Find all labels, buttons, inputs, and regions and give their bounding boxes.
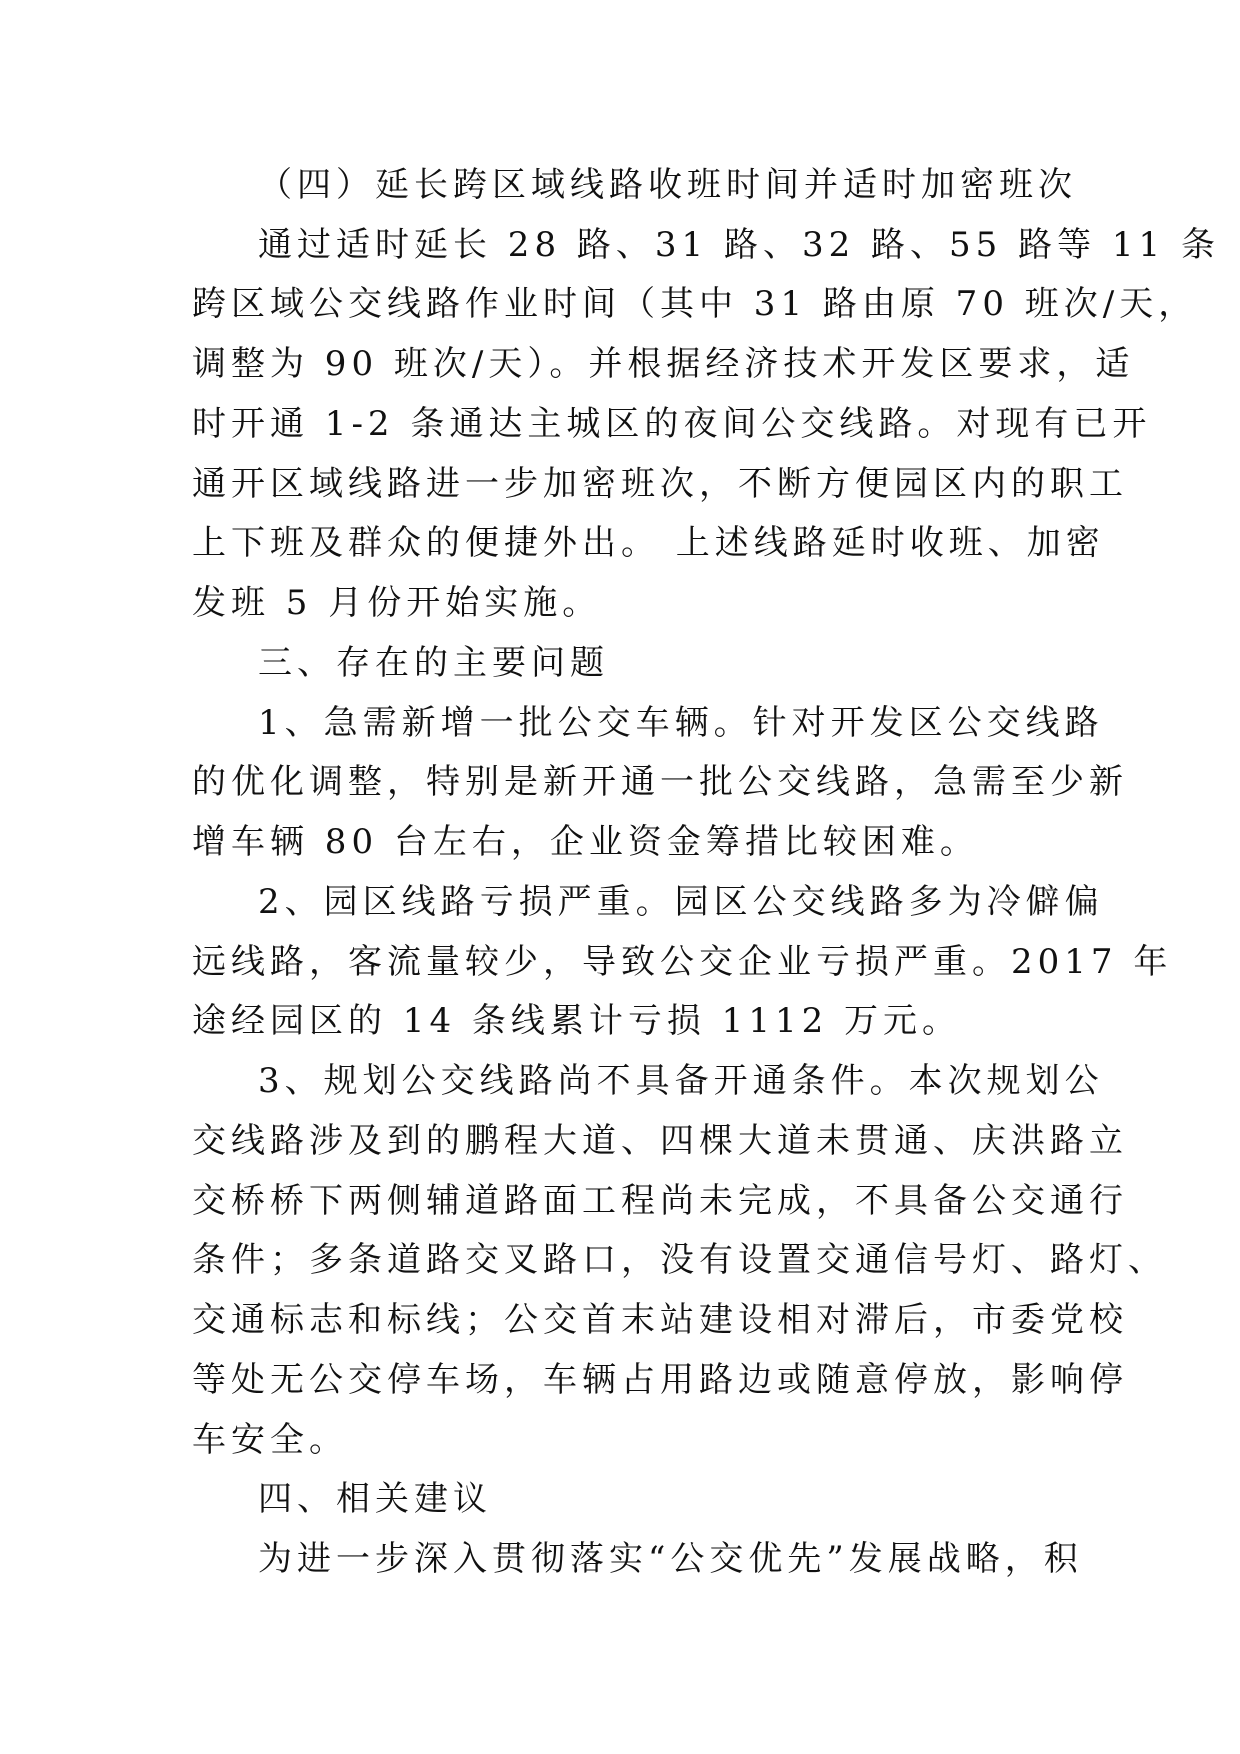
paragraph-line: 调整为 90 班次/天）。并根据经济技术开发区要求，适 [192,344,1135,384]
paragraph-line: 1、急需新增一批公交车辆。针对开发区公交线路 [258,703,1104,743]
section-heading-main-problems: 三、存在的主要问题 [258,643,609,683]
paragraph-line: 条件；多条道路交叉路口，没有设置交通信号灯、路灯、 [192,1240,1167,1280]
paragraph-line: 交线路涉及到的鹏程大道、四棵大道未贯通、庆洪路立 [192,1121,1128,1161]
paragraph-line: 发班 5 月份开始实施。 [192,583,602,623]
paragraph-line: 的优化调整，特别是新开通一批公交线路，急需至少新 [192,762,1128,802]
paragraph-line: 车安全。 [192,1420,348,1460]
paragraph-line: 等处无公交停车场，车辆占用路边或随意停放，影响停 [192,1360,1128,1400]
paragraph-line: 途经园区的 14 条线累计亏损 1112 万元。 [192,1001,962,1041]
paragraph-line: 增车辆 80 台左右，企业资金筹措比较困难。 [192,822,979,862]
paragraph-line: 通过适时延长 28 路、31 路、32 路、55 路等 11 条 [258,225,1220,265]
paragraph-line: 交通标志和标线；公交首末站建设相对滞后，市委党校 [192,1300,1128,1340]
paragraph-line: 时开通 1-2 条通达主城区的夜间公交线路。对现有已开 [192,404,1152,444]
paragraph-line: 上下班及群众的便捷外出。 上述线路延时收班、加密 [192,523,1105,563]
paragraph-line: 3、规划公交线路尚不具备开通条件。本次规划公 [258,1061,1104,1101]
paragraph-line: 交桥桥下两侧辅道路面工程尚未完成，不具备公交通行 [192,1181,1128,1221]
paragraph-line: 远线路，客流量较少，导致公交企业亏损严重。2017 年 [192,942,1173,982]
section-heading-extend-cross-region: （四）延长跨区域线路收班时间并适时加密班次 [258,165,1077,205]
paragraph-line: 2、园区线路亏损严重。园区公交线路多为冷僻偏 [258,882,1104,922]
paragraph-line: 为进一步深入贯彻落实“公交优先”发展战略，积 [258,1539,1083,1579]
paragraph-line: 跨区域公交线路作业时间（其中 31 路由原 70 班次/天， [192,284,1198,324]
paragraph-line: 通开区域线路进一步加密班次，不断方便园区内的职工 [192,464,1128,504]
section-heading-suggestions: 四、相关建议 [258,1479,492,1519]
